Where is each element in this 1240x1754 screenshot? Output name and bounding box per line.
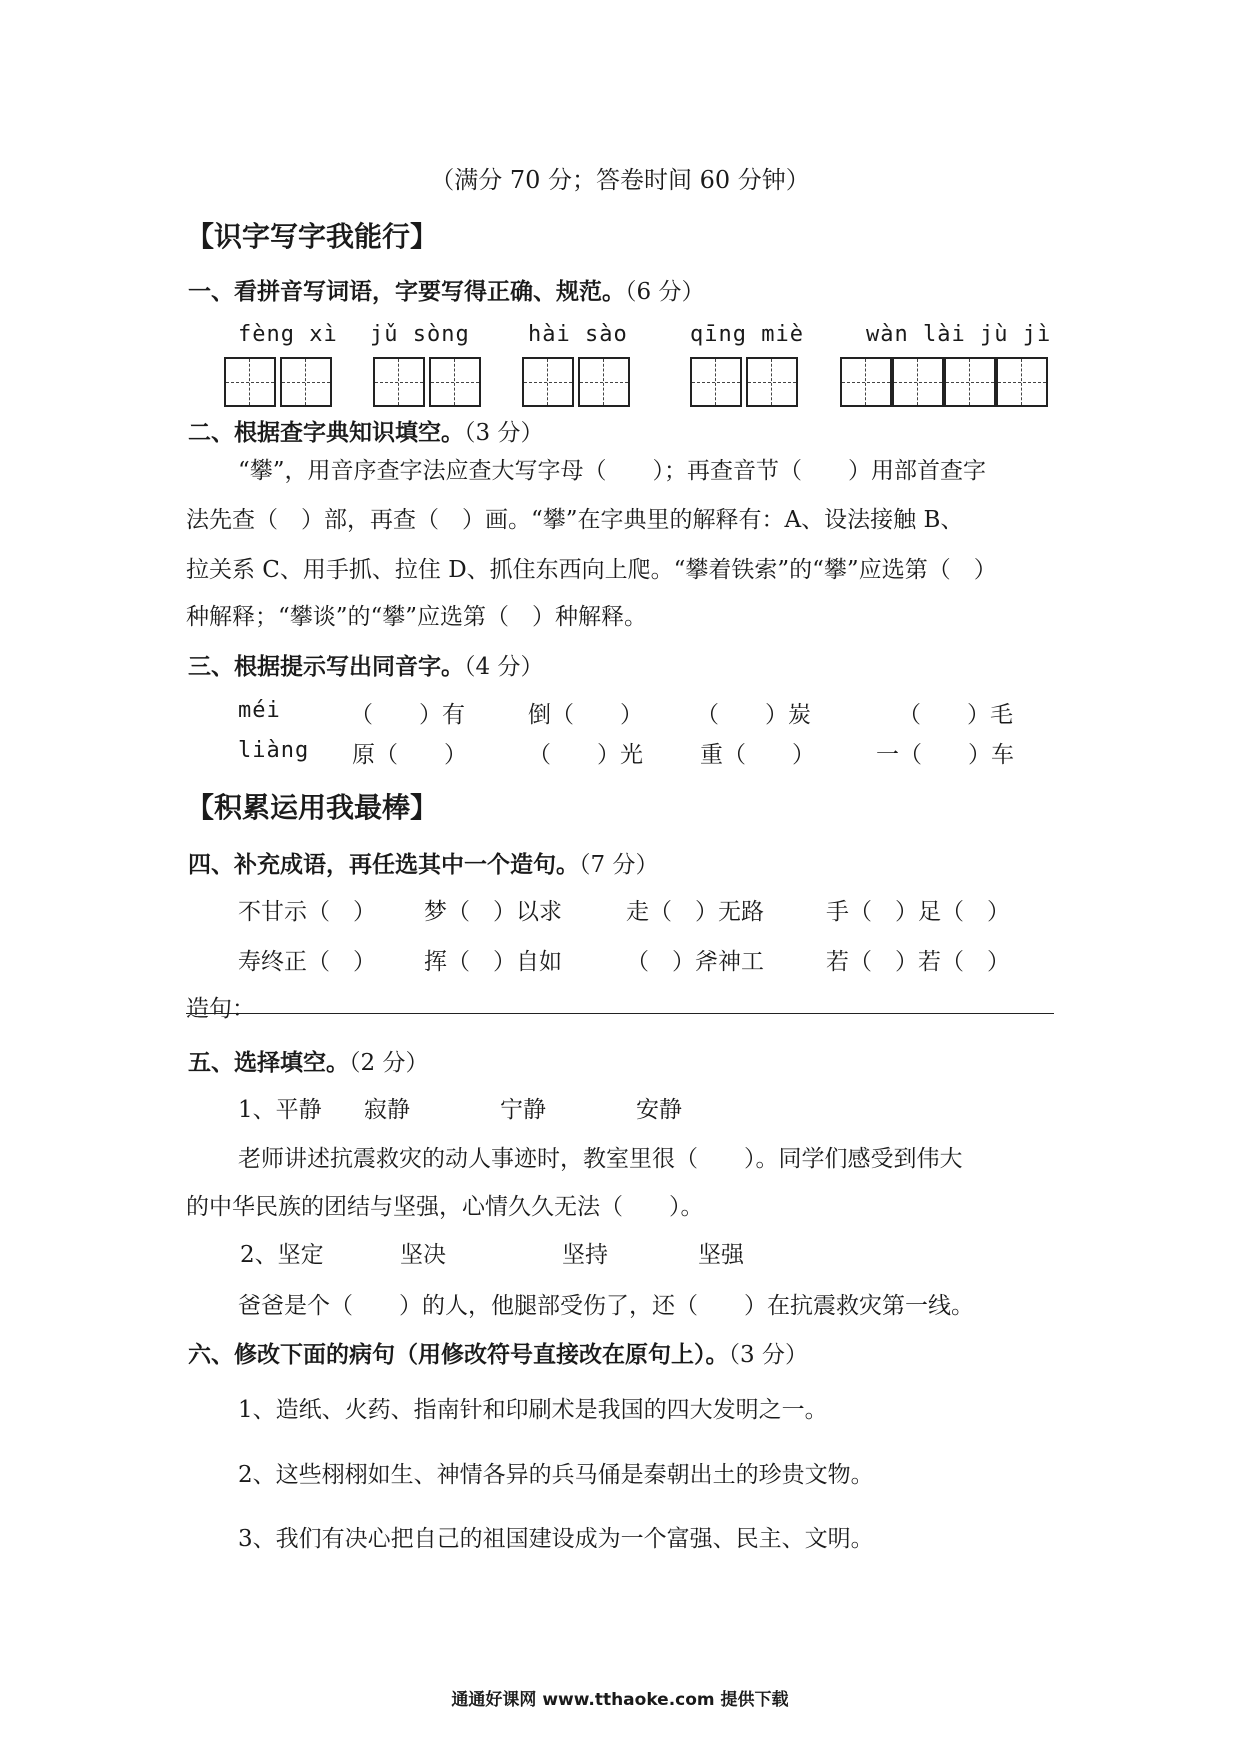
q5-paragraph-1-line-2: 的中华民族的团结与坚强，心情久久无法（ ）。 (186, 1194, 704, 1220)
question-4-title: 四、补充成语，再任选其中一个造句。（7 分） (188, 851, 659, 878)
q5-option-1-2: 寂静 (364, 1097, 410, 1123)
q5-option-2-2: 坚决 (400, 1242, 446, 1268)
q3-row1-pinyin: méi (238, 698, 281, 723)
q2-line-2: 法先查（ ）部，再查（ ）画。“攀”在字典里的解释有：A、设法接触 B、 (186, 507, 964, 533)
q4-row2-idiom-3: （ ）斧神工 (626, 949, 764, 975)
exam-subtitle: （满分 70 分；答卷时间 60 分钟） (430, 166, 810, 194)
q5-option-2-1: 2、坚定 (240, 1242, 324, 1268)
section-heading-1: 【识字写字我能行】 (186, 220, 439, 253)
sentence-answer-line[interactable] (186, 1013, 1054, 1014)
q5-option-2-4: 坚强 (698, 1242, 744, 1268)
pinyin-4: qīng miè (690, 322, 804, 347)
q3-row2-item-1: 原（ ） (352, 742, 467, 768)
q3-row1-item-1: （ ）有 (350, 702, 465, 728)
pinyin-3: hài sào (528, 322, 628, 347)
q5-option-2-3: 坚持 (562, 1242, 608, 1268)
q5-option-1-1: 1、平静 (238, 1097, 322, 1123)
q5-option-1-4: 安静 (636, 1097, 682, 1123)
q4-row1-idiom-4: 手（ ）足（ ） (826, 899, 1010, 925)
question-6-title: 六、修改下面的病句（用修改符号直接改在原句上）。（3 分） (188, 1341, 808, 1368)
q5-option-1-3: 宁静 (500, 1097, 546, 1123)
q4-row1-idiom-3: 走（ ）无路 (626, 899, 764, 925)
question-2-title: 二、根据查字典知识填空。（3 分） (188, 419, 544, 446)
q2-line-3: 拉关系 C、用手抓、拉住 D、抓住东西向上爬。“攀着铁索”的“攀”应选第（ ） (186, 557, 997, 583)
q4-row1-idiom-2: 梦（ ）以求 (424, 899, 562, 925)
q6-sentence-3: 3、我们有决心把自己的祖国建设成为一个富强、民主、文明。 (238, 1526, 874, 1552)
q5-paragraph-2: 爸爸是个（ ）的人，他腿部受伤了，还（ ）在抗震救灾第一线。 (238, 1293, 974, 1319)
q2-line-1: “攀”，用音序查字法应查大写字母（ ）；再查音节（ ）用部首查字 (238, 458, 987, 484)
q4-row2-idiom-2: 挥（ ）自如 (424, 949, 562, 975)
page-footer: 通通好课网 www.tthaoke.com 提供下载 (451, 1690, 789, 1710)
q3-row2-item-2: （ ）光 (528, 742, 643, 768)
section-heading-2: 【积累运用我最棒】 (186, 791, 439, 824)
question-5-title: 五、选择填空。（2 分） (188, 1049, 429, 1076)
q3-row1-item-3: （ ）炭 (696, 702, 811, 728)
pinyin-2: jǔ sòng (370, 322, 470, 347)
pinyin-1: fèng xì (238, 322, 338, 347)
q4-row2-idiom-1: 寿终正（ ） (238, 949, 376, 975)
q3-row2-pinyin: liàng (238, 738, 310, 763)
pinyin-5: wàn lài jù jì (866, 322, 1052, 347)
q3-row1-item-4: （ ）毛 (898, 702, 1013, 728)
q2-line-4: 种解释；“攀谈”的“攀”应选第（ ）种解释。 (186, 604, 648, 630)
q4-row1-idiom-1: 不甘示（ ） (238, 899, 376, 925)
q5-paragraph-1-line-1: 老师讲述抗震救灾的动人事迹时，教室里很（ ）。同学们感受到伟大 (238, 1146, 963, 1172)
q6-sentence-1: 1、造纸、火药、指南针和印刷术是我国的四大发明之一。 (238, 1397, 828, 1423)
q3-row1-item-2: 倒（ ） (528, 702, 643, 728)
q4-row2-idiom-4: 若（ ）若（ ） (826, 949, 1010, 975)
sentence-label: 造句： (186, 996, 255, 1022)
q3-row2-item-3: 重（ ） (700, 742, 815, 768)
question-3-title: 三、根据提示写出同音字。（4 分） (188, 653, 544, 680)
question-1-title: 一、看拼音写词语，字要写得正确、规范。（6 分） (188, 278, 705, 305)
q6-sentence-2: 2、这些栩栩如生、神情各异的兵马俑是秦朝出土的珍贵文物。 (238, 1462, 874, 1488)
q3-row2-item-4: 一（ ）车 (876, 742, 1014, 768)
